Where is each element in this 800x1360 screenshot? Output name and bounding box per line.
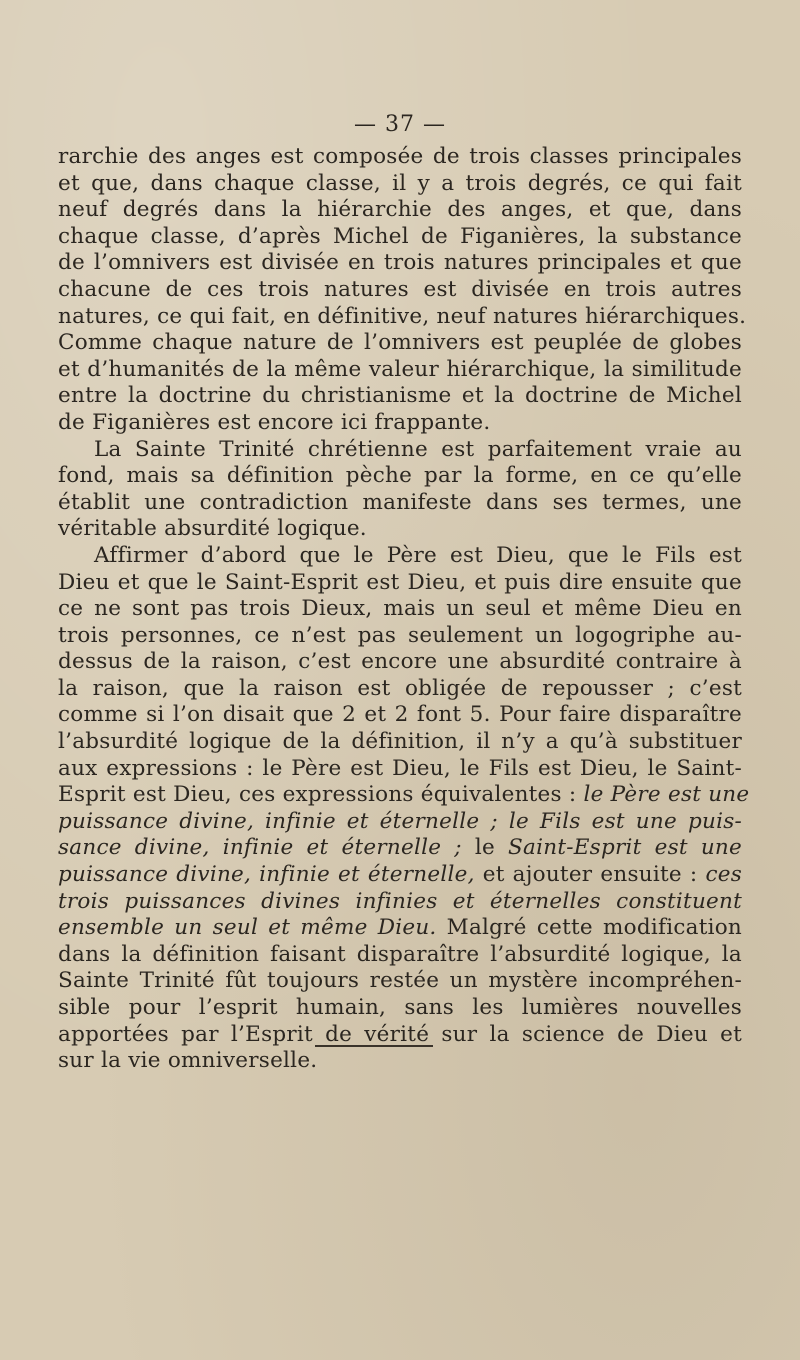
- text-span: La Sainte Trinité chrétienne est parfaitement vraie au: [94, 436, 742, 462]
- text-span: neuf degrés dans la hiérarchie des anges, et que, dans: [58, 197, 742, 223]
- text-line: [58, 250, 742, 277]
- text-span: dans la définition faisant disparaître l’absurdité logique, la: [58, 941, 742, 967]
- text-line: [58, 623, 742, 650]
- text-line: [58, 756, 742, 783]
- text-line: [58, 968, 742, 995]
- text-span: trois personnes, ce n’est pas seulement un logogriphe au-: [58, 622, 742, 648]
- text-line: [58, 1048, 742, 1075]
- text-line: [58, 490, 742, 517]
- text-line: [58, 596, 742, 623]
- text-span: sur la vie omniverselle.: [58, 1048, 318, 1074]
- text-line: [58, 463, 742, 490]
- text-span: dessus de la raison, c’est encore une absurdité contraire à: [58, 649, 742, 675]
- section-divider-rule: [315, 1045, 433, 1047]
- text-span: comme si l’on disait que 2 et 2 font 5. Pour faire disparaître: [58, 702, 742, 728]
- text-span: Affirmer d’abord que le Père est Dieu, que le Fils est: [94, 542, 742, 568]
- text-span: natures, ce qui fait, en définitive, neuf natures hiérarchiques.: [58, 303, 747, 329]
- text-span: la raison, que la raison est obligée de repousser ; c’est: [58, 675, 742, 701]
- text-line: [58, 543, 742, 570]
- text-span: et ajouter ensuite :: [474, 862, 706, 888]
- page-number: — 37 —: [354, 112, 446, 137]
- text-span: véritable absurdité logique.: [58, 516, 367, 542]
- text-line: [58, 782, 750, 809]
- italic-text: sance divine, infinie et éternelle ;: [58, 835, 475, 861]
- text-span: Sainte Trinité fût toujours restée un mystère incompréhen-: [58, 968, 742, 994]
- text-span: Esprit est Dieu, ces expressions équivalentes :: [58, 782, 584, 808]
- text-span: aux expressions : le Père est Dieu, le Fils est Dieu, le Saint-: [58, 755, 742, 781]
- text-span: Dieu et que le Saint-Esprit est Dieu, et puis dire ensuite que: [58, 569, 742, 595]
- text-line: [58, 197, 742, 224]
- text-line: [58, 889, 742, 916]
- text-span: de l’omnivers est divisée en trois natures principales et que: [58, 250, 742, 276]
- italic-text: ensemble un seul et même Dieu.: [58, 915, 437, 941]
- text-line: [58, 330, 742, 357]
- text-span: Comme chaque nature de l’omnivers est peuplée de globes: [58, 330, 742, 356]
- text-line: [58, 649, 742, 676]
- italic-text: ces: [705, 862, 743, 888]
- text-line: [58, 862, 742, 889]
- text-span: rarchie des anges est composée de trois classes principales: [58, 144, 742, 169]
- text-line: [58, 277, 742, 304]
- italic-text: puissance divine, infinie et éternelle,: [58, 862, 475, 888]
- text-span: entre la doctrine du christianisme et la doctrine de Michel: [58, 383, 742, 409]
- text-line: [58, 410, 742, 437]
- text-span: apportées par l’Esprit de vérité sur la science de Dieu et: [58, 1021, 742, 1047]
- text-line: [58, 995, 742, 1022]
- text-span: et d’humanités de la même valeur hiérarchique, la similitude: [58, 356, 742, 382]
- text-line: [58, 383, 742, 410]
- text-line: [58, 835, 742, 862]
- text-line: [58, 676, 742, 703]
- text-line: [58, 357, 742, 384]
- text-span: ce ne sont pas trois Dieux, mais un seul et même Dieu en: [58, 596, 742, 622]
- text-line: [58, 729, 742, 756]
- text-span: sible pour l’esprit humain, sans les lumières nouvelles: [58, 995, 742, 1020]
- text-line: [58, 570, 742, 597]
- text-span: de Figanières est encore ici frappante.: [58, 409, 491, 435]
- text-line: [58, 809, 742, 836]
- body-text: [58, 144, 750, 1075]
- text-line: [58, 437, 742, 464]
- text-line: [58, 224, 742, 251]
- text-span: le: [474, 835, 509, 861]
- italic-text: trois puissances divines infinies et éternelles constituent: [58, 888, 742, 914]
- text-span: l’absurdité logique de la définition, il n’y a qu’à substituer: [58, 729, 742, 755]
- text-span: et que, dans chaque classe, il y a trois degrés, ce qui fait: [58, 170, 742, 196]
- text-line: [58, 303, 747, 331]
- italic-text: Saint-Esprit est une: [508, 835, 742, 861]
- text-span: chacune de ces trois natures est divisée en trois autres: [58, 276, 742, 302]
- text-span: chaque classe, d’après Michel de Figanières, la substance: [58, 223, 742, 249]
- text-line: [58, 942, 742, 969]
- italic-text: puissance divine, infinie et éternelle ; le Fils est une puis-: [58, 808, 742, 834]
- text-span: fond, mais sa définition pèche par la forme, en ce qu’elle: [58, 463, 742, 489]
- text-line: [58, 516, 742, 543]
- text-line: [58, 915, 742, 942]
- text-line: [58, 171, 742, 198]
- text-line: [58, 702, 742, 729]
- text-span: Malgré cette modification: [436, 915, 742, 941]
- text-line: [58, 144, 742, 171]
- italic-text: le Père est une: [583, 782, 750, 808]
- text-span: établit une contradiction manifeste dans ses termes, une: [58, 489, 742, 515]
